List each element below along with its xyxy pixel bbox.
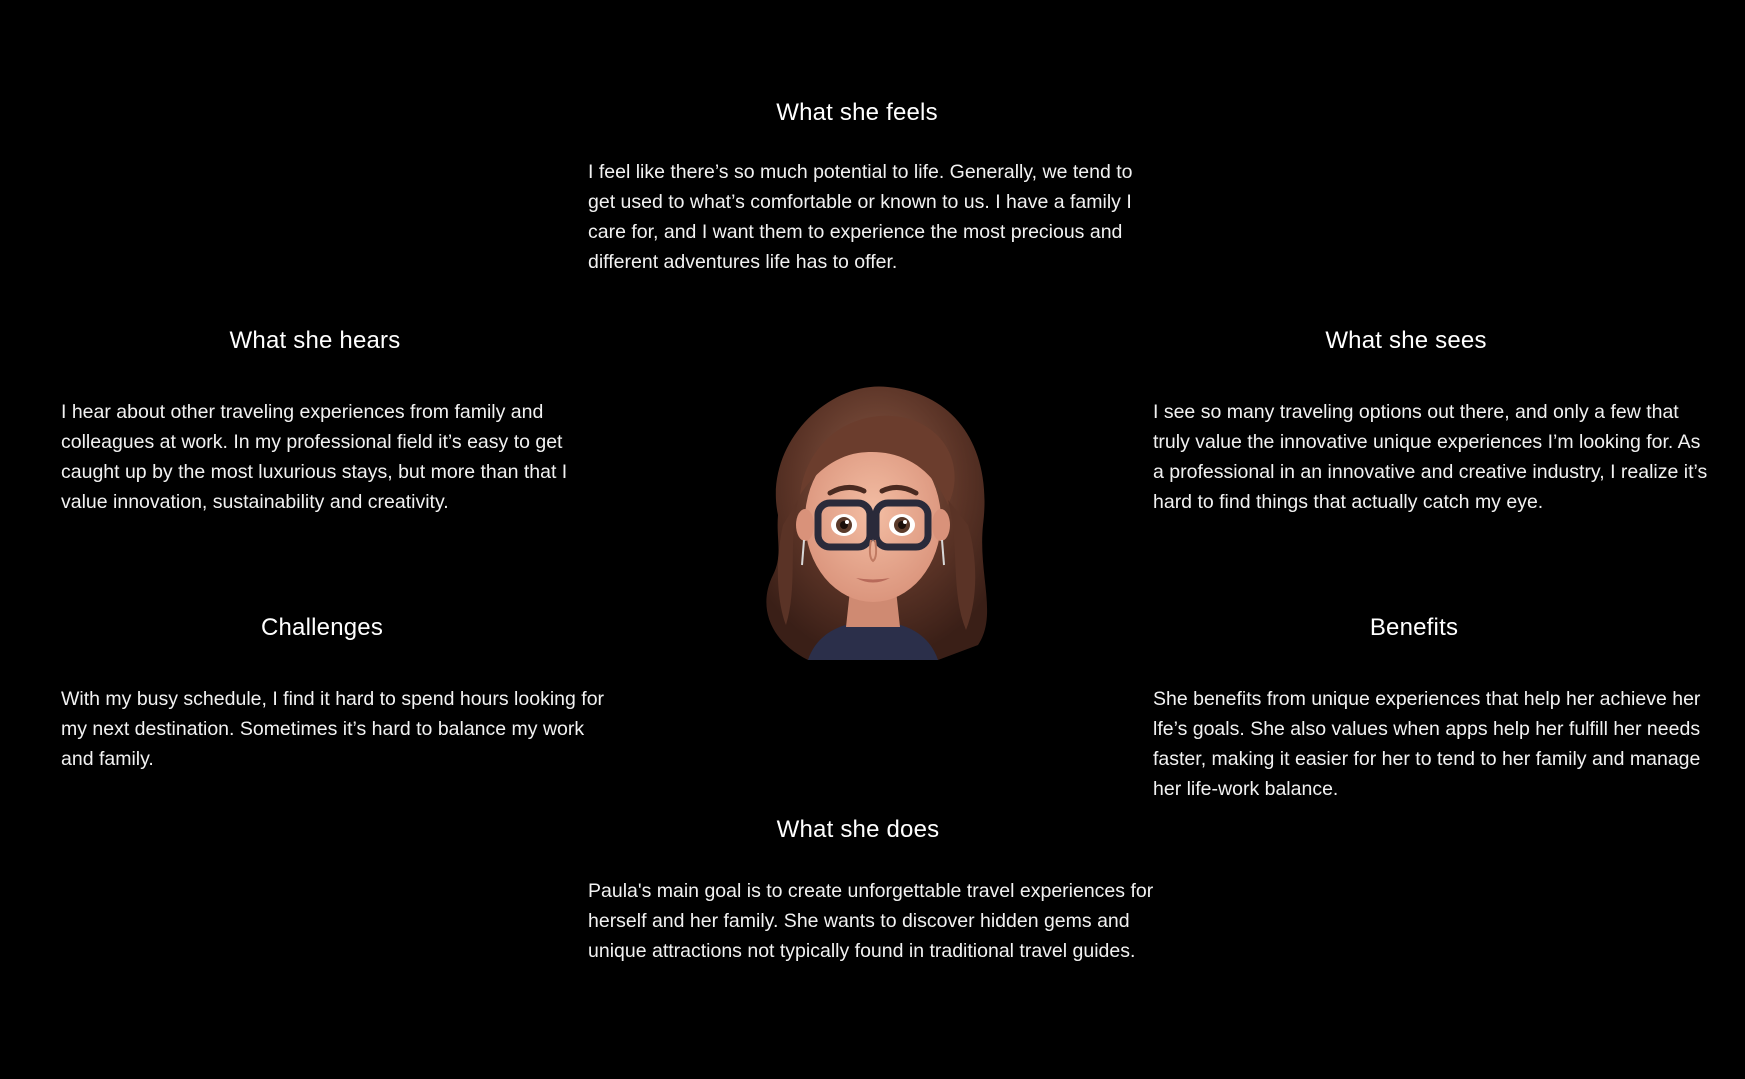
sees-text: I see so many traveling options out there, and only a few that truly value the innovative unique experiences I’m looking for. As a professional in an innovative and creative industry, I realize it’s hard to find things that actually catch my eye. — [1153, 401, 1708, 513]
feels-heading: What she feels — [776, 99, 938, 126]
benefits-text: She benefits from unique experiences that help her achieve her lfe’s goals. She also values when apps help her fulfill her needs faster, making it easier for her to tend to her family and manage her life-work balance. — [1153, 688, 1701, 800]
does-heading: What she does — [776, 816, 940, 843]
persona-avatar-icon — [738, 375, 1008, 660]
feels-text: I feel like there’s so much potential to life. Generally, we tend to get used to what’s comfortable or known to us. I have a family I care for, and I want them to experience the most precious and different adventures life has to offer. — [588, 161, 1133, 273]
does-text: Paula's main goal is to create unforgettable travel experiences for herself and her family. She wants to discover hidden gems and unique attractions not typically found in traditional travel guides. — [588, 880, 1154, 962]
sees-heading: What she sees — [1325, 327, 1487, 354]
benefits-heading: Benefits — [1369, 614, 1459, 641]
challenges-heading: Challenges — [260, 614, 384, 641]
challenges-text: With my busy schedule, I find it hard to spend hours looking for my next destination. Sometimes it’s hard to balance my work and family. — [61, 688, 605, 770]
hears-text: I hear about other traveling experiences from family and colleagues at work. In my professional field it’s easy to get caught up by the most luxurious stays, but more than that I value innovation, sustainability and creativity. — [61, 401, 568, 513]
hears-heading: What she hears — [229, 327, 401, 354]
